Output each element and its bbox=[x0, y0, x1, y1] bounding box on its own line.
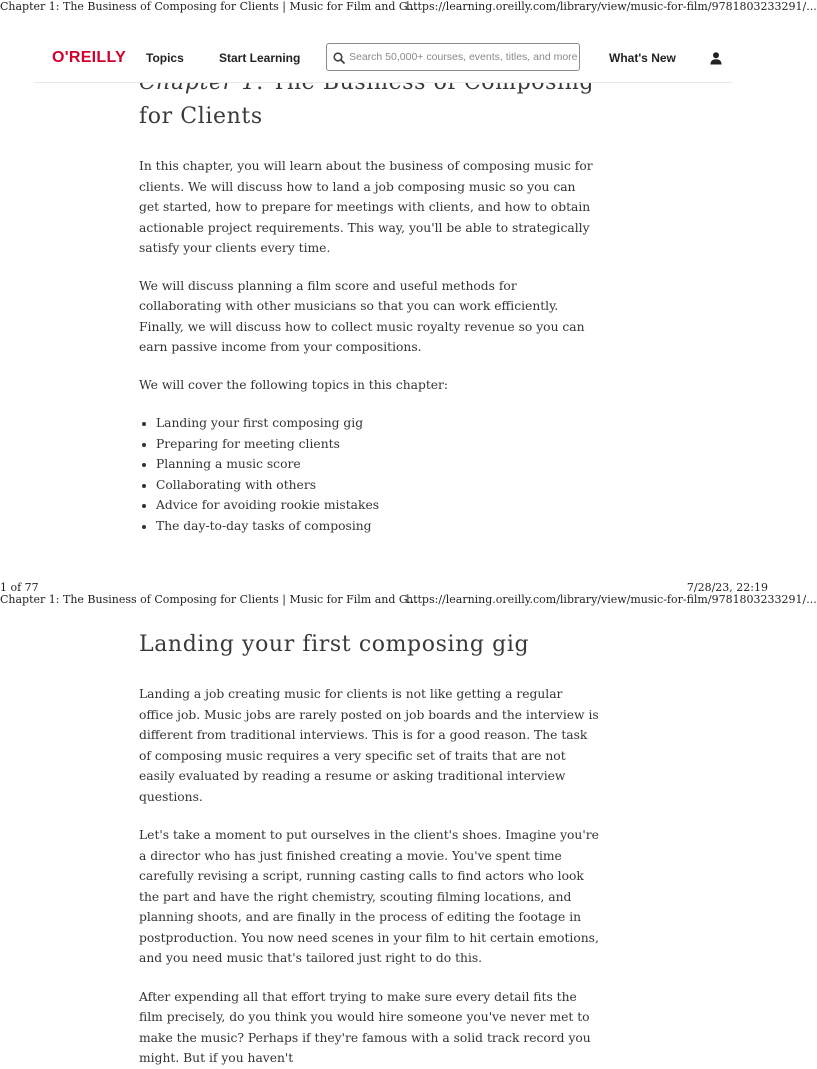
print-datetime: 7/28/23, 22:19 bbox=[686, 581, 768, 594]
chapter-intro bbox=[139, 156, 599, 537]
print-header-title: Chapter 1: The Business of Composing for Clients | Music for Film and G... bbox=[0, 0, 418, 13]
section-paragraph: Landing a job creating music for clients is not like getting a regular office job. Music jobs are rarely posted on job boards and the interview is different from traditional interviews. This is for a good reason. The task of composing music requires a very specific set of traits that are not easily evaluated by reading a resume or asking traditional interview questions. bbox=[139, 687, 599, 804]
print-header bbox=[0, 0, 817, 14]
user-icon[interactable] bbox=[709, 51, 723, 65]
print-header-url: https://learning.oreilly.com/library/view/music-for-film/9781803233291/... bbox=[406, 593, 817, 606]
topic-item: • Collaborating with others bbox=[156, 475, 599, 496]
topic-item: • Advice for avoiding rookie mistakes bbox=[156, 495, 599, 516]
topic-item: • Landing your first composing gig bbox=[156, 413, 599, 434]
nav-whats-new[interactable]: What's New bbox=[609, 51, 676, 65]
section-paragraph: Let's take a moment to put ourselves in the client's shoes. Imagine you're a director who has just finished creating a movie. You've spent time carefully revising a script, running casting calls to find actors who look the part and have the right chemistry, scouting filming locations, and planning shoots, and are finally in the process of editing the footage in postproduction. You now need scenes in your film to hit certain emotions, and you need music that's tailored just right to do this. bbox=[139, 828, 599, 965]
print-header-title: Chapter 1: The Business of Composing for Clients | Music for Film and G... bbox=[0, 593, 418, 606]
print-header-url: https://learning.oreilly.com/library/view/music-for-film/9781803233291/... bbox=[406, 0, 817, 13]
intro-paragraph: We will cover the following topics in this chapter: bbox=[139, 377, 449, 392]
section-paragraph: After expending all that effort trying to make sure every detail fits the film precisely, do you think you would hire someone you've never met to make the music? Perhaps if they're famous with a solid track record you might. But if you haven't bbox=[139, 989, 591, 1065]
oreilly-logo[interactable]: O'REILLY bbox=[52, 49, 127, 66]
search-input[interactable] bbox=[349, 47, 577, 67]
topics-list bbox=[139, 413, 599, 537]
topic-item: • Planning a music score bbox=[156, 454, 599, 475]
chapter-name: for Clients bbox=[139, 104, 263, 129]
top-navbar bbox=[34, 35, 732, 83]
topic-item: • Preparing for meeting clients bbox=[156, 434, 599, 455]
section-body bbox=[139, 684, 599, 1069]
nav-start-learning[interactable]: Start Learning bbox=[219, 51, 301, 65]
search-box[interactable] bbox=[326, 43, 580, 71]
search-icon bbox=[333, 52, 345, 64]
nav-topics[interactable]: Topics bbox=[146, 51, 184, 65]
section-title: Landing your first composing gig bbox=[139, 632, 530, 657]
print-header bbox=[0, 593, 817, 607]
page-counter: 1 of 77 bbox=[0, 581, 39, 594]
intro-paragraph: We will discuss planning a film score and useful methods for collaborating with other musicians so that you can work efficiently. Finally, we will discuss how to collect music royalty revenue so you can earn passive income from your compositions. bbox=[139, 278, 585, 354]
topic-item: • The day-to-day tasks of composing bbox=[156, 516, 599, 537]
intro-paragraph: In this chapter, you will learn about the business of composing music for clients. We will discuss how to land a job composing music so you can get started, how to prepare for meetings with clients, and how to obtain actionable project requirements. This way, you'll be able to strategically satisfy your clients every time. bbox=[139, 159, 593, 255]
